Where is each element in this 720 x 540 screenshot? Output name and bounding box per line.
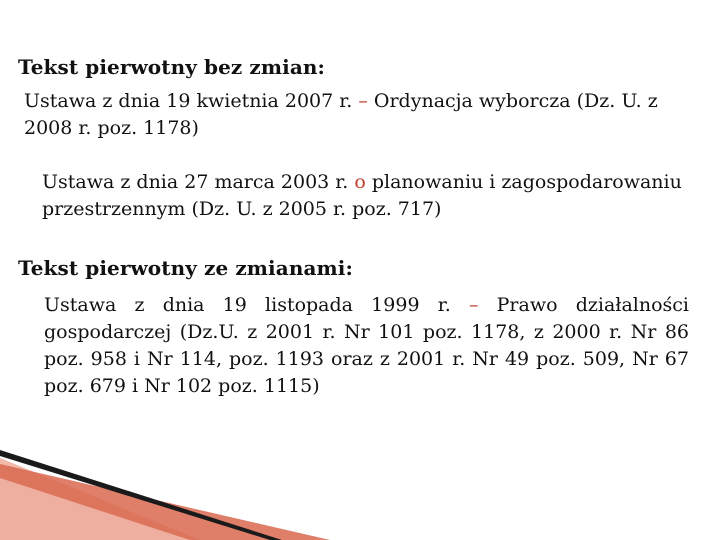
- law-entry-accent: –: [358, 90, 368, 112]
- law-entry-accent: o: [354, 171, 366, 193]
- law-entry-text: Ustawa z dnia 27 marca 2003 r.: [42, 171, 355, 193]
- law-entry-text: planowaniu i zagospodarowaniu przestrzennym (Dz. U. z 2005 r. poz. 717): [42, 171, 682, 220]
- law-entry-accent: –: [468, 294, 479, 316]
- law-entry-text: Ustawa z dnia 19 listopada 1999 r.: [44, 294, 469, 316]
- corner-decoration: [0, 450, 720, 540]
- law-entry-business-activity: [44, 292, 689, 400]
- law-entry-text: Prawo działalności gospodarczej (Dz.U. z 2001 r. Nr 101 poz. 1178, z 2000 r. Nr 86 poz. 958 i Nr 114, poz. 1193 oraz z 2001 r. Nr 49 poz. 509, Nr 67 poz. 679 i Nr 102 poz. 1115): [44, 294, 690, 397]
- section-heading-unchanged: Tekst pierwotny bez zmian:: [18, 55, 326, 79]
- section-heading-amended: Tekst pierwotny ze zmianami:: [18, 256, 353, 280]
- law-entry-text: Ustawa z dnia 19 kwietnia 2007 r.: [24, 90, 359, 112]
- law-entry-electoral-code: [24, 88, 684, 142]
- law-entry-spatial-planning: [42, 169, 697, 223]
- law-entry-text: Ordynacja wyborcza (Dz. U. z 2008 r. poz. 1178): [24, 90, 658, 139]
